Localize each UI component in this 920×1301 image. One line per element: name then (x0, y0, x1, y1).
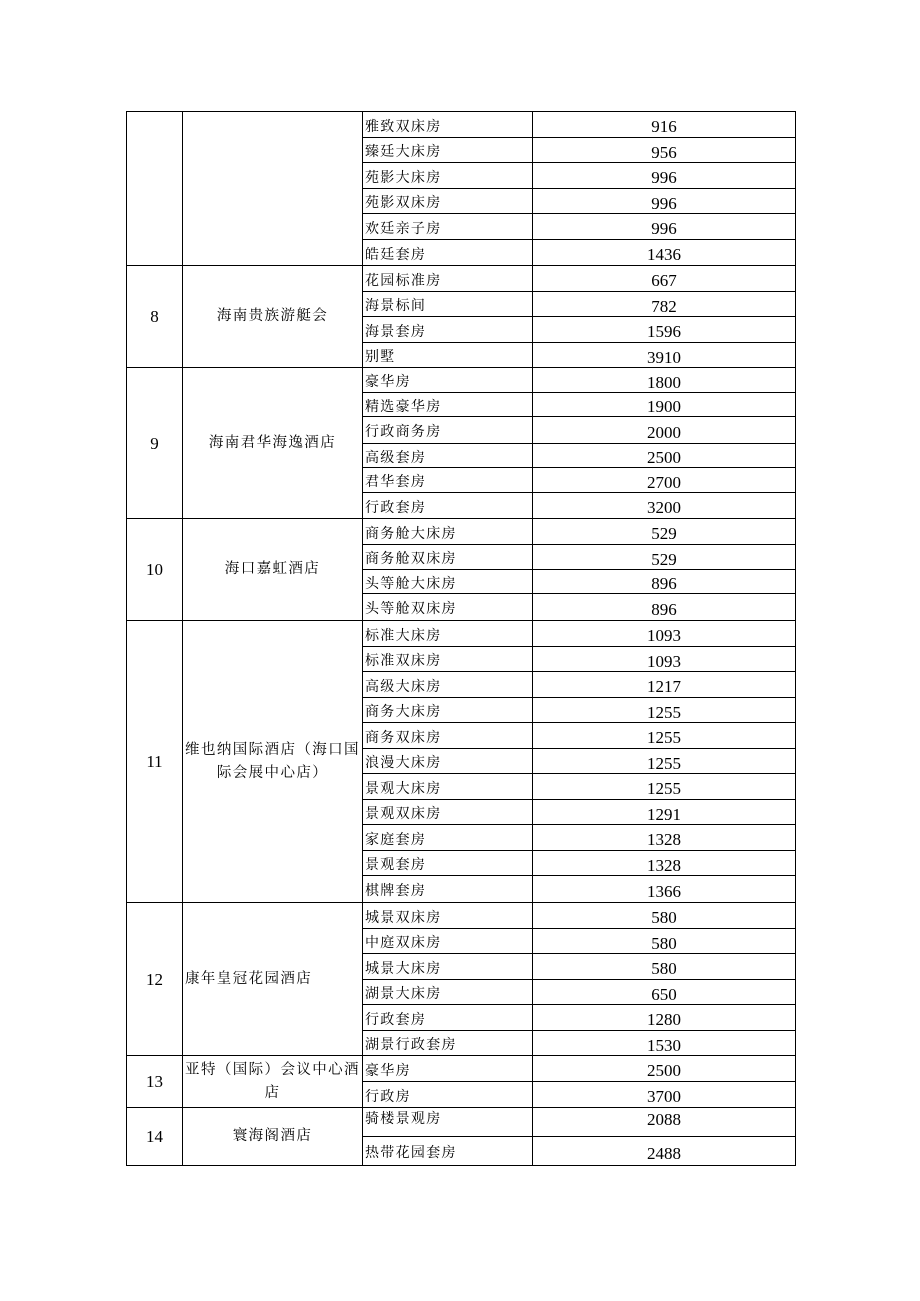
table-row (127, 903, 796, 929)
room-type-cell: 棋牌套房 (363, 876, 533, 903)
room-type-cell: 别墅 (363, 343, 533, 368)
price-cell: 1900 (533, 393, 796, 417)
hotel-name-cell: 维也纳国际酒店（海口国际会展中心店） (183, 621, 363, 903)
price-cell: 996 (533, 189, 796, 214)
hotel-name-cell: 海口嘉虹酒店 (183, 519, 363, 621)
table-row (127, 621, 796, 647)
price-cell: 1255 (533, 749, 796, 774)
price-cell: 1280 (533, 1005, 796, 1031)
room-type-cell: 海景标间 (363, 292, 533, 317)
room-type-cell: 欢廷亲子房 (363, 214, 533, 240)
room-type-cell: 城景双床房 (363, 903, 533, 929)
hotel-number-cell: 12 (127, 903, 183, 1056)
room-type-cell: 行政套房 (363, 493, 533, 519)
price-cell: 1328 (533, 825, 796, 851)
price-cell: 1217 (533, 672, 796, 698)
price-cell: 580 (533, 929, 796, 954)
hotel-number-cell (127, 112, 183, 266)
room-type-cell: 景观套房 (363, 851, 533, 876)
price-cell: 1366 (533, 876, 796, 903)
price-cell: 529 (533, 545, 796, 570)
room-type-cell: 花园标准房 (363, 266, 533, 292)
price-cell: 1596 (533, 317, 796, 343)
room-type-cell: 海景套房 (363, 317, 533, 343)
hotel-number-cell: 8 (127, 266, 183, 368)
price-cell: 2088 (533, 1108, 796, 1137)
room-type-cell: 商务大床房 (363, 698, 533, 723)
hotel-number-cell: 11 (127, 621, 183, 903)
table-row (127, 1056, 796, 1082)
price-cell: 580 (533, 903, 796, 929)
price-cell: 529 (533, 519, 796, 545)
hotel-name-cell (183, 112, 363, 266)
room-type-cell: 高级大床房 (363, 672, 533, 698)
price-cell: 2488 (533, 1137, 796, 1166)
room-type-cell: 中庭双床房 (363, 929, 533, 954)
hotel-number-cell: 13 (127, 1056, 183, 1108)
room-type-cell: 城景大床房 (363, 954, 533, 980)
room-type-cell: 景观双床房 (363, 800, 533, 825)
price-cell: 956 (533, 138, 796, 163)
hotel-price-table (126, 111, 796, 1166)
room-type-cell: 头等舱双床房 (363, 594, 533, 621)
table-row (127, 519, 796, 545)
price-cell: 1291 (533, 800, 796, 825)
room-type-cell: 头等舱大床房 (363, 570, 533, 594)
price-cell: 667 (533, 266, 796, 292)
table-row (127, 1108, 796, 1137)
room-type-cell: 雅致双床房 (363, 112, 533, 138)
room-type-cell: 行政商务房 (363, 417, 533, 444)
price-cell: 2500 (533, 444, 796, 468)
table-row (127, 266, 796, 292)
price-cell: 3200 (533, 493, 796, 519)
hotel-name-cell: 亚特（国际）会议中心酒店 (183, 1056, 363, 1108)
price-cell: 2500 (533, 1056, 796, 1082)
price-cell: 896 (533, 594, 796, 621)
room-type-cell: 热带花园套房 (363, 1137, 533, 1166)
room-type-cell: 商务舱双床房 (363, 545, 533, 570)
hotel-number-cell: 14 (127, 1108, 183, 1166)
price-cell: 1436 (533, 240, 796, 266)
price-cell: 996 (533, 163, 796, 189)
room-type-cell: 君华套房 (363, 468, 533, 493)
room-type-cell: 家庭套房 (363, 825, 533, 851)
room-type-cell: 精选豪华房 (363, 393, 533, 417)
table-row (127, 112, 796, 138)
room-type-cell: 皓廷套房 (363, 240, 533, 266)
room-type-cell: 豪华房 (363, 368, 533, 393)
price-cell: 2700 (533, 468, 796, 493)
room-type-cell: 标准双床房 (363, 647, 533, 672)
price-cell: 1255 (533, 698, 796, 723)
room-type-cell: 浪漫大床房 (363, 749, 533, 774)
table-row (127, 368, 796, 393)
price-cell: 896 (533, 570, 796, 594)
hotel-number-cell: 9 (127, 368, 183, 519)
room-type-cell: 标准大床房 (363, 621, 533, 647)
room-type-cell: 骑楼景观房 (363, 1108, 533, 1137)
price-cell: 1255 (533, 723, 796, 749)
price-cell: 3700 (533, 1082, 796, 1108)
hotel-name-cell: 海南贵族游艇会 (183, 266, 363, 368)
price-cell: 2000 (533, 417, 796, 444)
room-type-cell: 商务双床房 (363, 723, 533, 749)
price-cell: 650 (533, 980, 796, 1005)
price-cell: 3910 (533, 343, 796, 368)
room-type-cell: 高级套房 (363, 444, 533, 468)
room-type-cell: 景观大床房 (363, 774, 533, 800)
price-cell: 1093 (533, 621, 796, 647)
room-type-cell: 湖景大床房 (363, 980, 533, 1005)
room-type-cell: 苑影双床房 (363, 189, 533, 214)
price-cell: 1800 (533, 368, 796, 393)
price-cell: 1255 (533, 774, 796, 800)
hotel-name-cell: 康年皇冠花园酒店 (183, 903, 363, 1056)
table-body (127, 112, 796, 1166)
price-cell: 580 (533, 954, 796, 980)
price-cell: 782 (533, 292, 796, 317)
price-cell: 1328 (533, 851, 796, 876)
hotel-number-cell: 10 (127, 519, 183, 621)
room-type-cell: 行政房 (363, 1082, 533, 1108)
room-type-cell: 湖景行政套房 (363, 1031, 533, 1056)
room-type-cell: 商务舱大床房 (363, 519, 533, 545)
price-cell: 916 (533, 112, 796, 138)
hotel-name-cell: 寰海阁酒店 (183, 1108, 363, 1166)
room-type-cell: 行政套房 (363, 1005, 533, 1031)
room-type-cell: 豪华房 (363, 1056, 533, 1082)
room-type-cell: 苑影大床房 (363, 163, 533, 189)
room-type-cell: 臻廷大床房 (363, 138, 533, 163)
price-cell: 1530 (533, 1031, 796, 1056)
price-cell: 1093 (533, 647, 796, 672)
hotel-name-cell: 海南君华海逸酒店 (183, 368, 363, 519)
price-cell: 996 (533, 214, 796, 240)
